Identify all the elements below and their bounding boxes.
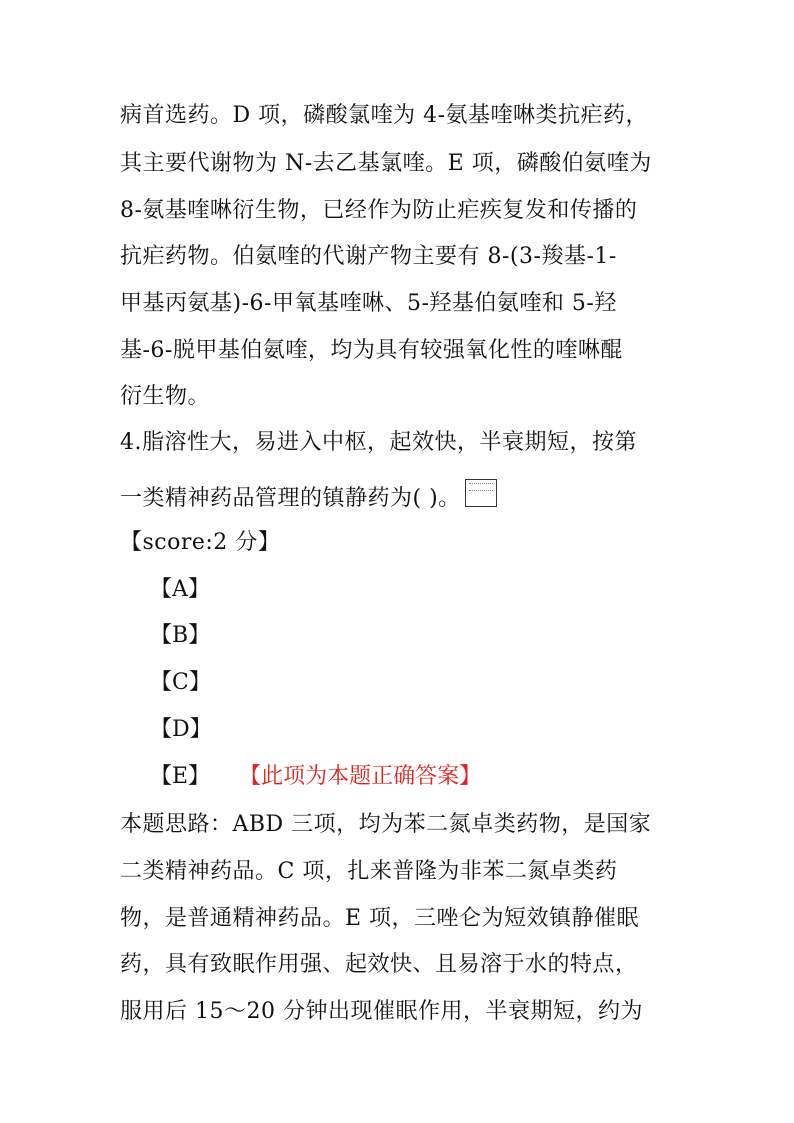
explanation-line: 物，是普通精神药品。E 项，三唑仑为短效镇静催眠	[120, 906, 640, 931]
paragraph-line: 基-6-脱甲基伯氨喹，均为具有较强氧化性的喹啉醌	[120, 338, 623, 363]
option-a[interactable]: 【A】	[150, 577, 210, 602]
question-text-cont	[120, 479, 497, 514]
explanation-line: 药，具有致眠作用强、起效快、且易溶于水的特点，	[120, 952, 638, 977]
option-c[interactable]: 【C】	[150, 670, 211, 695]
paragraph-line: 病首选药。D 项，磷酸氯喹为 4-氨基喹啉类抗疟药，	[120, 103, 649, 128]
image-thumbnail	[465, 479, 497, 507]
paragraph-line: 其主要代谢物为 N-去乙基氯喹。E 项，磷酸伯氨喹为	[120, 151, 652, 176]
explanation-line: 服用后 15～20 分钟出现催眠作用，半衰期短，约为	[120, 999, 643, 1024]
option-d[interactable]: 【D】	[150, 717, 212, 742]
option-e-row[interactable]	[150, 762, 481, 792]
explanation-line: 二类精神药品。C 项，扎来普隆为非苯二氮卓类药	[120, 859, 618, 884]
score-label: 【score:2 分】	[120, 530, 281, 555]
paragraph-line: 8-氨基喹啉衍生物，已经作为防止疟疾复发和传播的	[120, 198, 638, 223]
option-e[interactable]: 【E】	[150, 764, 211, 789]
correct-answer-label: 【此项为本题正确答案】	[250, 764, 482, 789]
question-text: 4.脂溶性大，易进入中枢，起效快，半衰期短，按第	[120, 430, 637, 455]
option-b[interactable]: 【B】	[150, 623, 211, 648]
paragraph-line: 抗疟药物。伯氨喹的代谢产物主要有 8-(3-羧基-1-	[120, 244, 617, 269]
paragraph-line: 衍生物。	[120, 384, 211, 409]
question-text-line2: 一类精神药品管理的镇静药为( )。	[120, 486, 461, 511]
paragraph-line: 甲基丙氨基)-6-甲氧基喹啉、5-羟基伯氨喹和 5-羟	[120, 291, 617, 316]
explanation-line: 本题思路：ABD 三项，均为苯二氮卓类药物，是国家	[120, 812, 652, 837]
